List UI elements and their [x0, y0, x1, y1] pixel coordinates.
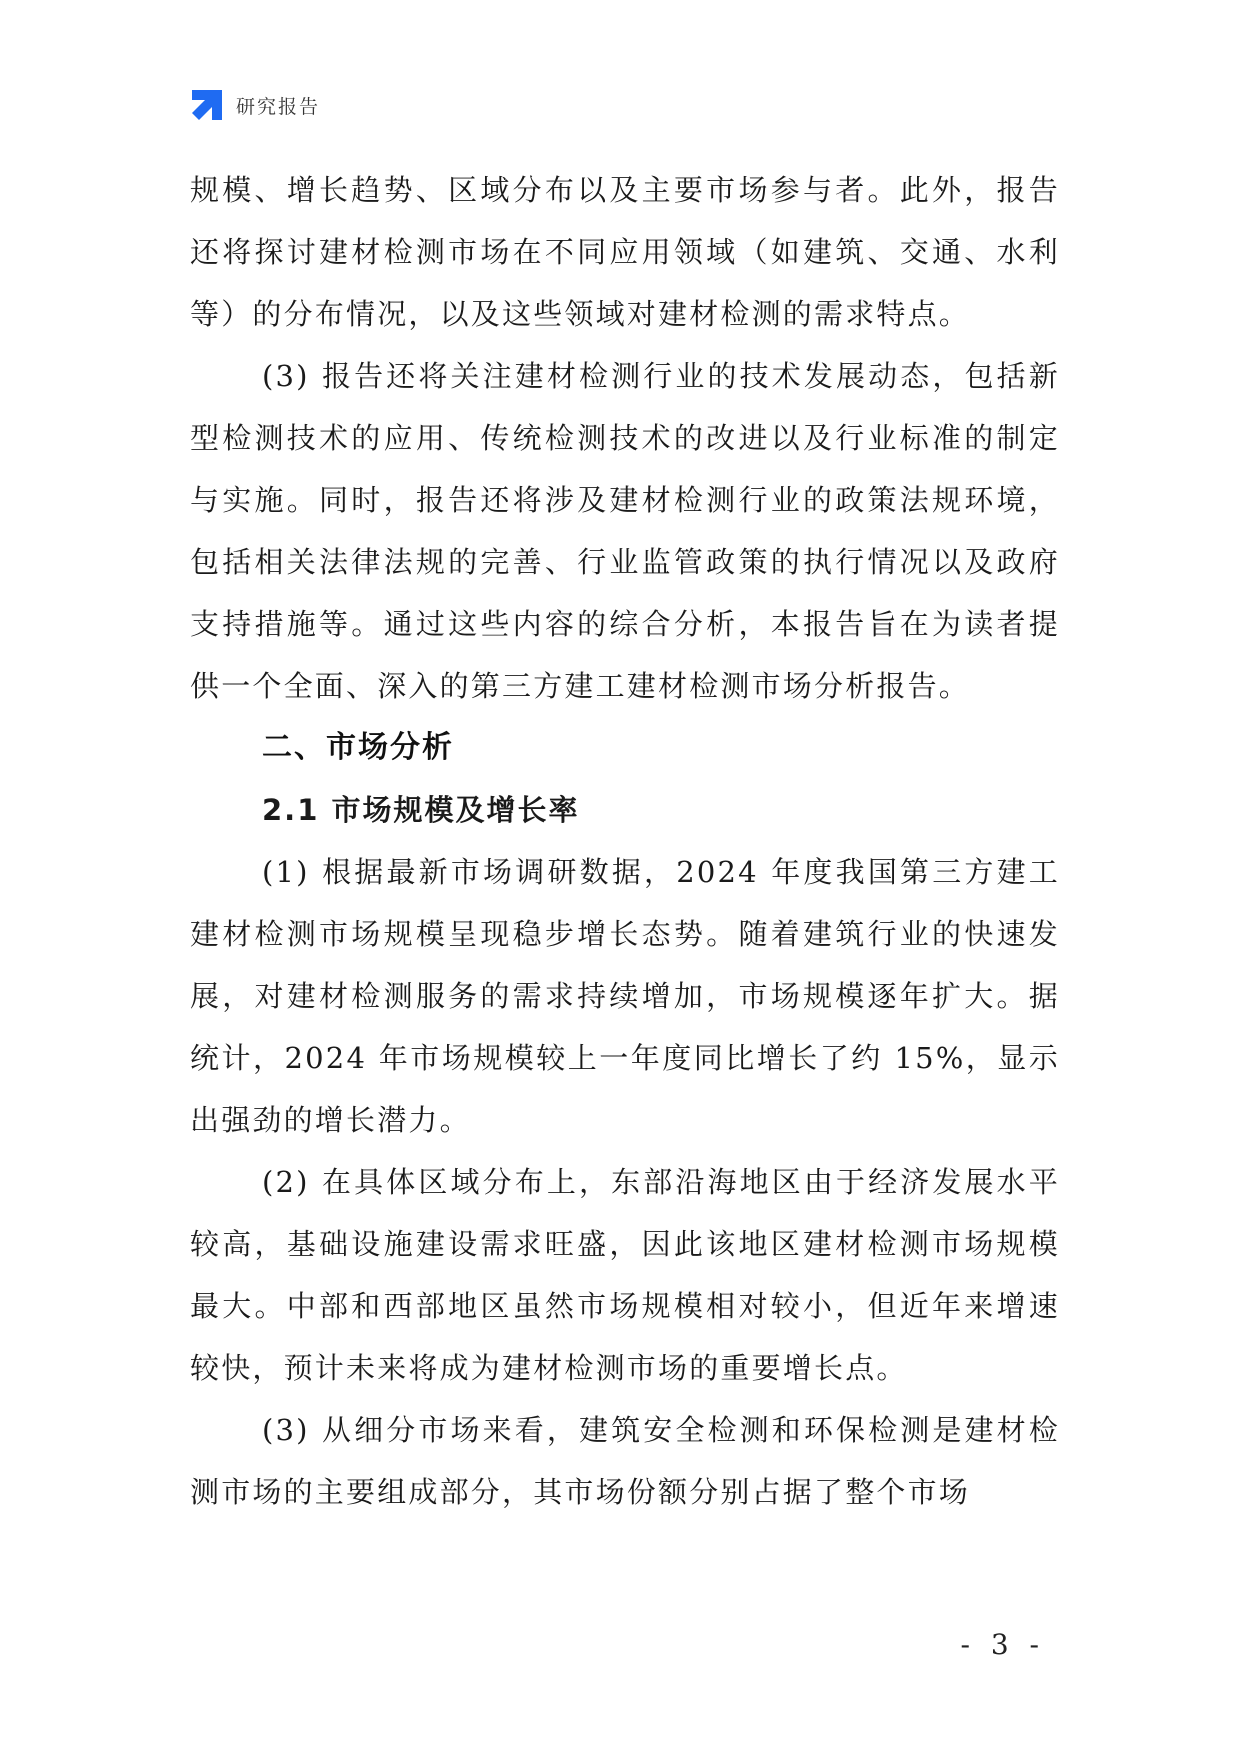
paragraph-market-3: (3) 从细分市场来看，建筑安全检测和环保检测是建材检测市场的主要组成部分，其市场份额分别占据了整个市场: [190, 1413, 1060, 1509]
arrow-logo-icon: [190, 88, 224, 122]
document-body: [190, 159, 1060, 1523]
paragraph-intro-3: (3) 报告还将关注建材检测行业的技术发展动态，包括新型检测技术的应用、传统检测技术的改进以及行业标准的制定与实施。同时，报告还将涉及建材检测行业的政策法规环境，包括相关法律法规的完善、行业监管政策的执行情况以及政府支持措施等。通过这些内容的综合分析，本报告旨在为读者提供一个全面、深入的第三方建工建材检测市场分析报告。: [190, 359, 1060, 703]
section-heading-market-analysis: 二、市场分析: [262, 730, 454, 765]
page-header: [190, 86, 320, 124]
header-title: 研究报告: [236, 95, 321, 118]
page-number: - 3 -: [960, 1628, 1045, 1661]
paragraph-market-1: (1) 根据最新市场调研数据，2024 年度我国第三方建工建材检测市场规模呈现稳步增长态势。随着建筑行业的快速发展，对建材检测服务的需求持续增加，市场规模逐年扩大。据统计，2024 年市场规模较上一年度同比增长了约 15%，显示出强劲的增长潜力。: [190, 855, 1060, 1137]
paragraph-market-2: (2) 在具体区域分布上，东部沿海地区由于经济发展水平较高，基础设施建设需求旺盛，因此该地区建材检测市场规模最大。中部和西部地区虽然市场规模相对较小，但近年来增速较快，预计未来将成为建材检测市场的重要增长点。: [190, 1165, 1060, 1385]
subsection-heading-market-size: 2.1 市场规模及增长率: [262, 793, 580, 827]
paragraph-intro-continued: 规模、增长趋势、区域分布以及主要市场参与者。此外，报告还将探讨建材检测市场在不同应用领域（如建筑、交通、水利等）的分布情况，以及这些领域对建材检测的需求特点。: [190, 173, 1060, 331]
